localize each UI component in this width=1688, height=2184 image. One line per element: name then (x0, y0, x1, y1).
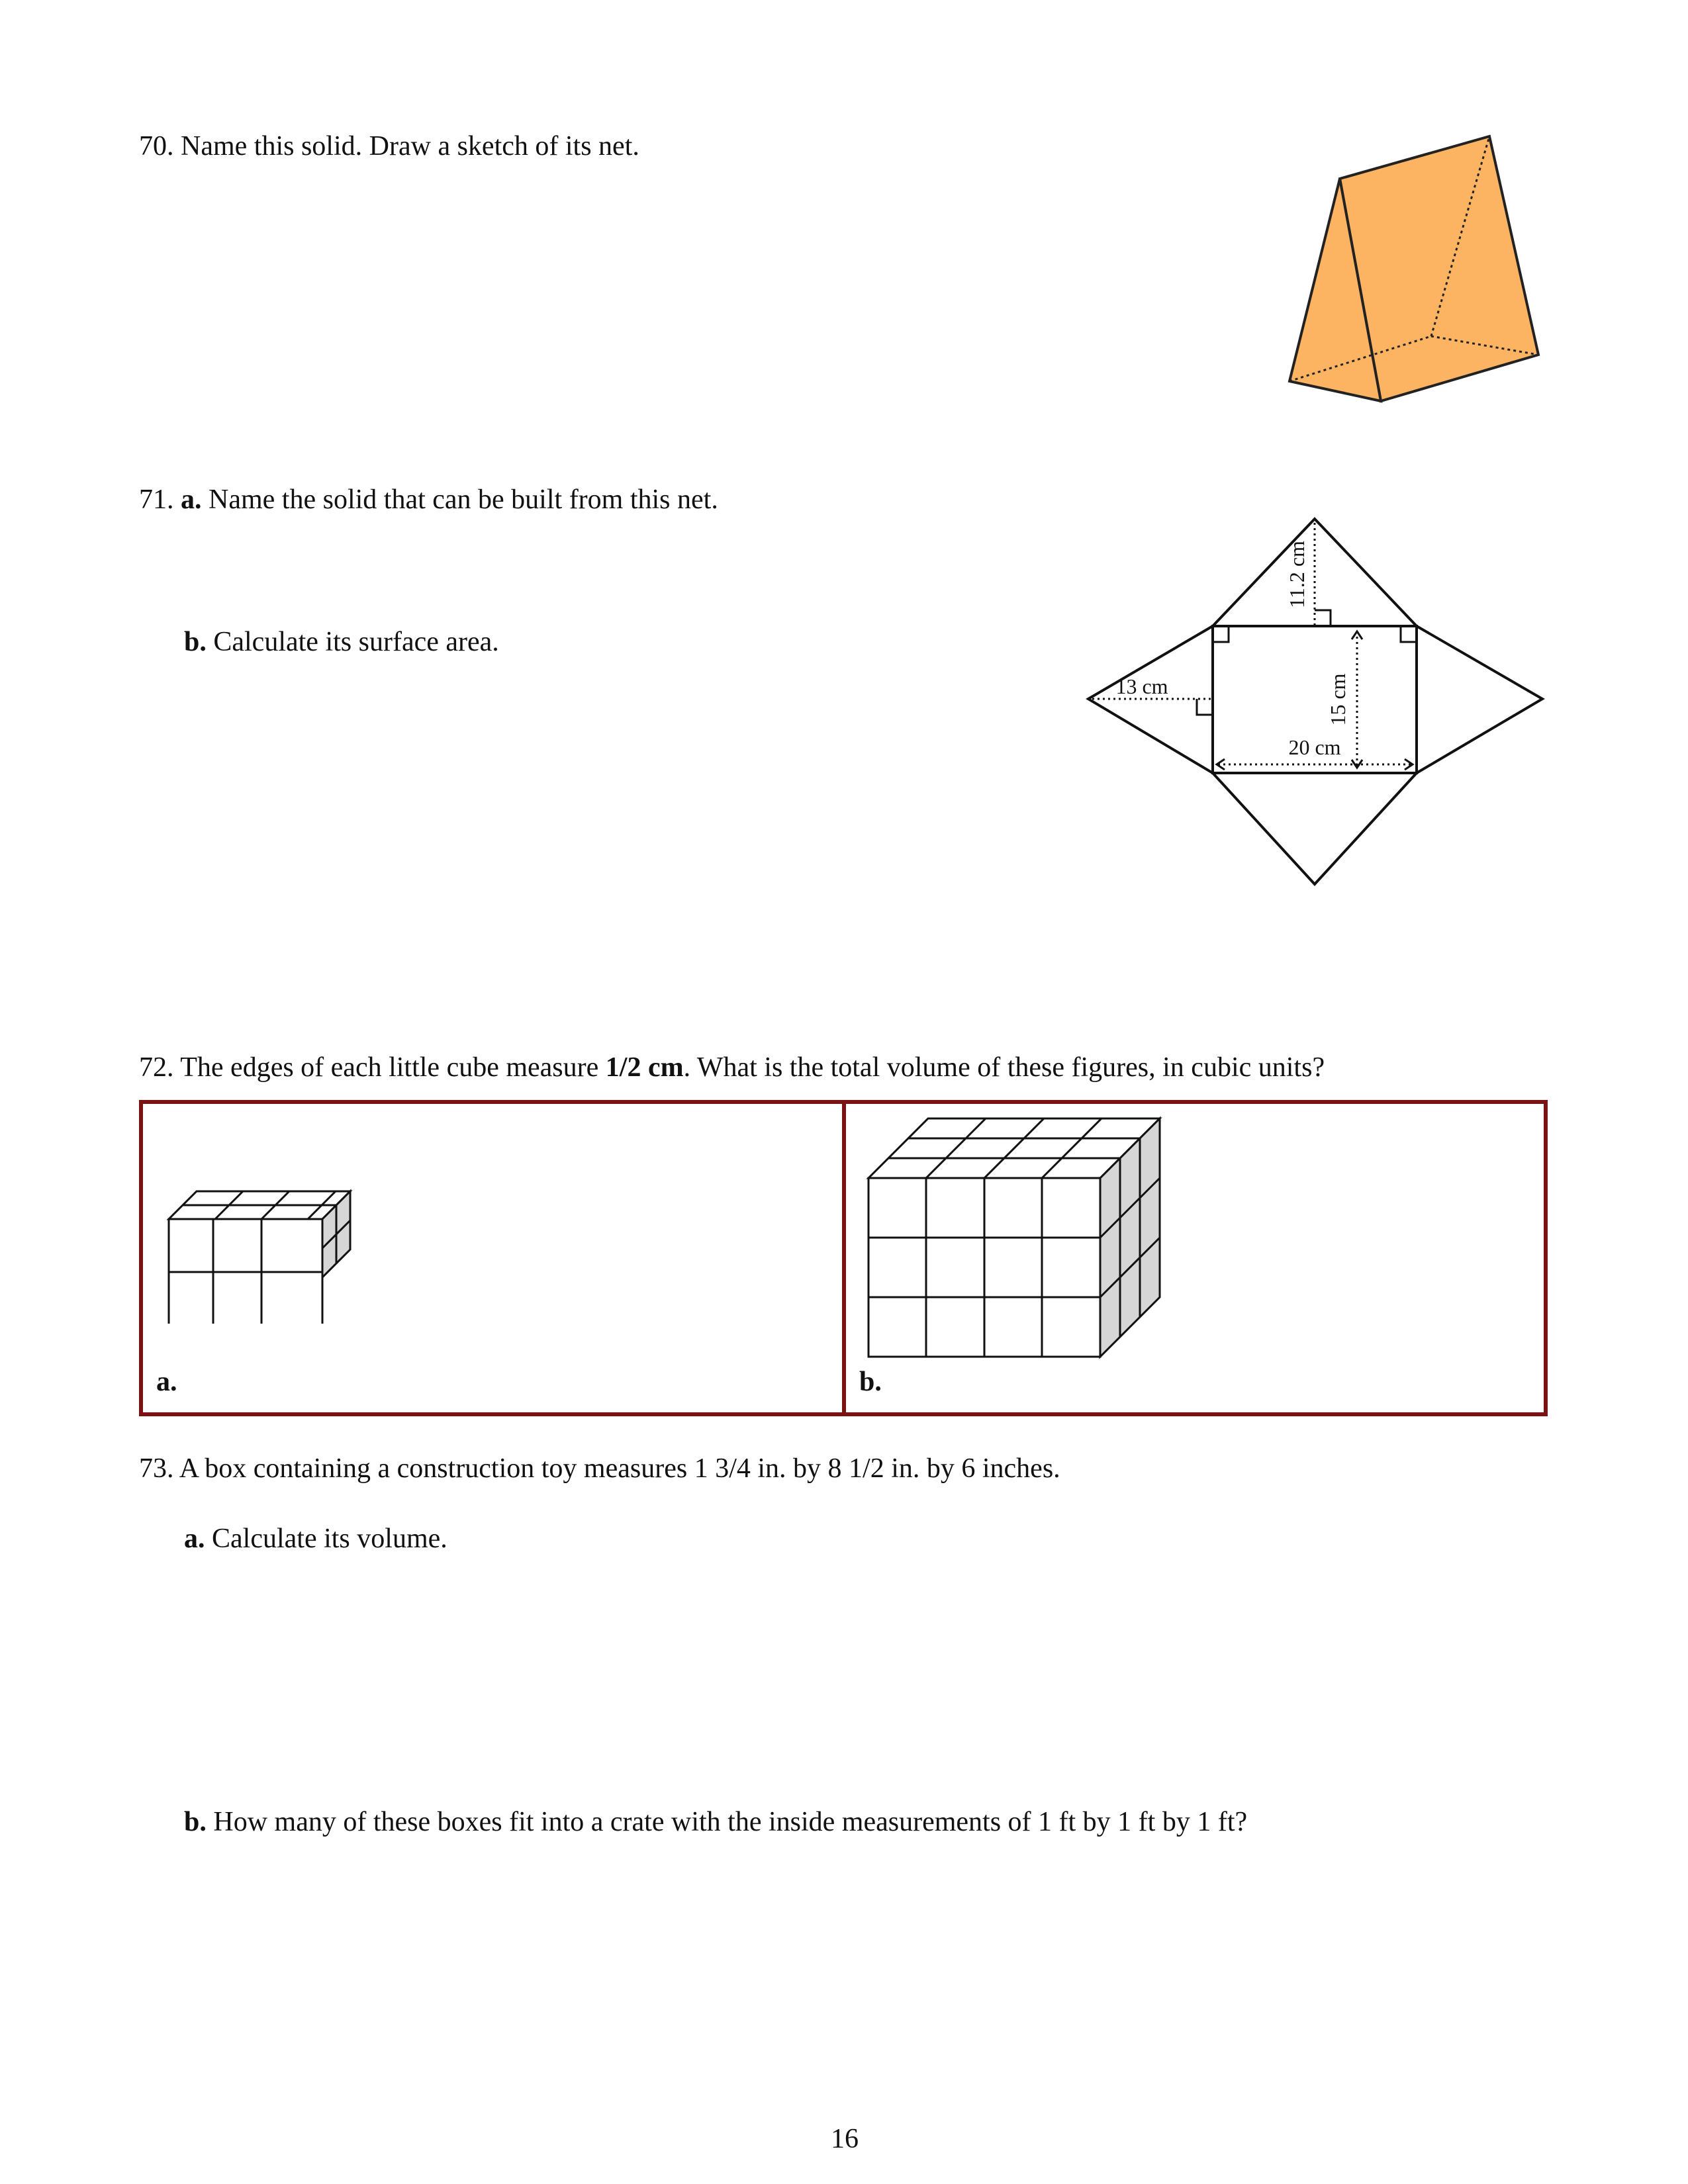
q72-number: 72. (139, 1052, 174, 1083)
q73b-text (184, 1805, 1247, 1839)
right-angle-mark (1213, 626, 1229, 642)
q70-number: 70. (139, 131, 174, 161)
q73b-prompt: How many of these boxes fit into a crate with the inside measurements of 1 ft by 1 ft by 1 ft? (213, 1807, 1248, 1837)
right-angle-mark (1401, 626, 1417, 642)
q71b-label: b. (184, 627, 207, 657)
triangular-prism-figure (1278, 126, 1542, 410)
q73a-label: a. (184, 1524, 205, 1554)
cube-figure-a (165, 1171, 364, 1324)
cube-figure-b (861, 1112, 1165, 1363)
q72-prompt-end: . What is the total volume of these figures, in cubic units? (683, 1052, 1325, 1083)
q71a-prompt: Name the solid that can be built from this net. (209, 484, 718, 515)
q71b-text (184, 625, 499, 659)
q70-text (139, 130, 639, 163)
q73a-prompt: Calculate its volume. (212, 1524, 447, 1554)
page-number: 16 (831, 2124, 859, 2154)
right-angle-mark (1315, 610, 1331, 626)
q72-part-a-label: a. (156, 1367, 177, 1397)
q71-number: 71. (139, 484, 174, 515)
net-right-triangle (1417, 626, 1542, 773)
q73-number: 73. (139, 1453, 174, 1484)
q72-text (139, 1051, 1325, 1084)
net-bottom-triangle (1213, 773, 1417, 884)
slant-label: 13 cm (1115, 674, 1168, 698)
q71b-prompt: Calculate its surface area. (213, 627, 499, 657)
q70-prompt: Name this solid. Draw a sketch of its net. (181, 131, 639, 161)
q73b-label: b. (184, 1807, 207, 1837)
q73-prompt: A box containing a construction toy measures 1 3/4 in. by 8 1/2 in. by 6 inches. (179, 1453, 1060, 1484)
depth-label: 15 cm (1326, 673, 1350, 726)
height-label: 11.2 cm (1285, 541, 1309, 608)
q72-part-b-label: b. (859, 1367, 882, 1397)
q72-prompt-start: The edges of each little cube measure (180, 1052, 606, 1083)
q71a-label: a. (181, 484, 202, 515)
q73-text (139, 1452, 1060, 1485)
q73a-text (184, 1522, 447, 1555)
q72-edge-length: 1/2 cm (605, 1052, 684, 1083)
right-angle-mark (1197, 699, 1213, 715)
width-label: 20 cm (1288, 735, 1341, 759)
q71a-text (139, 483, 718, 516)
pyramid-net-figure (1079, 510, 1556, 893)
